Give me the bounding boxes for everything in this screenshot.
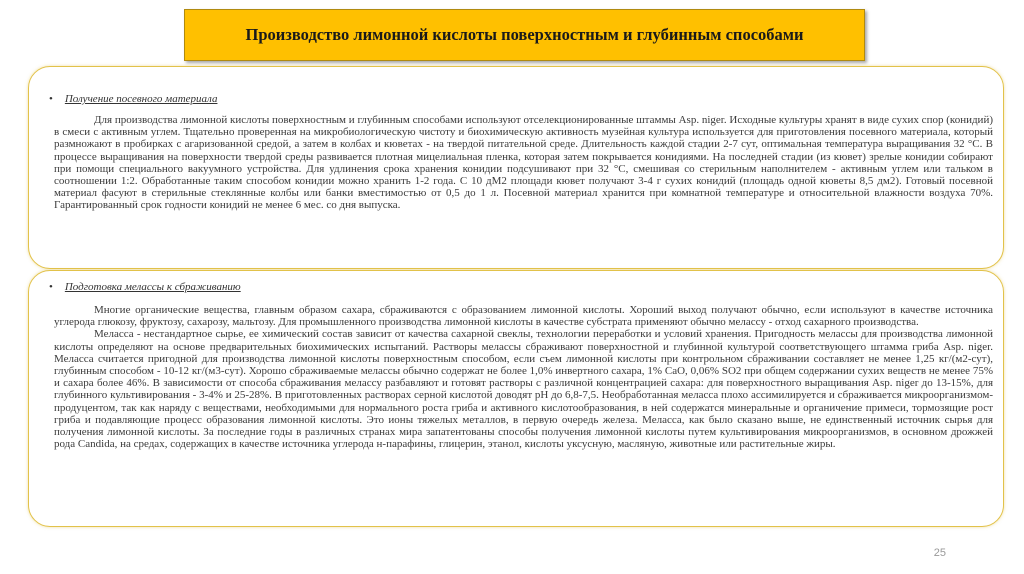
paragraph-molasses-1: Многие органические вещества, главным образом сахара, сбраживаются с образованием лимонной кислоты. Хороший выход получают обычно, если используют в качестве источника углерода глюкозу, фруктозу, сахарозу, мальтозу. Для промышленного производства лимонной кислоты в качестве субстрата применяют обычно мелассу - отход сахарного производства. [54, 304, 993, 329]
section-body-molasses [54, 304, 993, 450]
section-heading-seed-material: • Получение посевного материала [49, 93, 217, 105]
slide-title: Производство лимонной кислоты поверхностным и глубинным способами [245, 25, 804, 44]
title-banner [184, 9, 865, 61]
section-body-seed-material [54, 114, 993, 212]
paragraph-seed-material: Для производства лимонной кислоты поверхностным и глубинным способами используют отселекционированные штаммы Asp. niger. Исходные культуры хранят в виде сухих спор (конидий) в смеси с активным углем. Тщательно проверенная на микробиологическую чистоту и биохимическую активность музейная культура используется для приготовления посевного материала, который размножают в пробирках с агаризованной средой, а затем в колбах и кюветах - на твердой питательной среде. Длительность каждой стадии 2-7 сут, оптимальная температура выращивания 32 °С. В процессе выращивания на поверхности твердой среды развивается плотная мицелиальная пленка, которая затем покрывается конидиями. На последней стадии (из кювет) зрелые конидии собирают при помощи специального вакуумного устройства. Для удлинения срока хранения конидии подсушивают при 32 °С, смешивая со стерильным наполнителем - активным углем или тальком в соотношении 1:2. Обработанные таким способом конидии можно хранить 1-2 года. С 10 дМ2 площади кювет получают 3-4 г сухих конидий (площадь одной кюветы 8,5 дм2). Готовый посевной материал фасуют в стерильные стеклянные колбы или банки вместимостью от 0,5 до 1 л. Посевной материал хранится при комнатной температуре и относительной влажности воздуха 70%. Гарантированный срок годности конидий не менее 6 мес. со дня выпуска. [54, 114, 993, 212]
section-heading-molasses: • Подготовка мелассы к сбраживанию [49, 281, 241, 293]
paragraph-molasses-2: Меласса - нестандартное сырье, ее химический состав зависит от качества сахарной свеклы, технологии переработки и условий хранения. Пригодность мелассы для производства лимонной кислоты определяют на основе предварительных биохимических испытаний. Растворы мелассы сбраживают поверхностной и глубинной культурой соответствующего штамма гриба Asp. niger. Меласса считается пригодной для производства лимонной кислоты поверхностным способом, если съем лимонной кислоты при контрольном сбраживании составляет не менее 1,25 кг/(м2-сут), глубинным способом - 10-12 кг/(м3-сут). Хорошо сбраживаемые мелассы обычно содержат не более 1,0% инвертного сахара, 1% СаО, 0,06% SO2 при общем содержании сухих веществ не менее 75% и сахара более 46%. В зависимости от способа сбраживания мелассу разбавляют и готовят растворы с различной концентрацией сахара: для поверхностного выращивания Asp. niger до 13-15%, для глубинного культивирования - 3-4% и 25-28%. В приготовленных растворах серной кислотой доводят рН до 6,8-7,5. Необработанная меласса плохо ассимилируется и сбраживается микроорганизмом-продуцентом, так как наряду с веществами, необходимыми для нормального роста гриба и активного кислотообразования, в ней содержатся минеральные и органичение примеси, тормозящие рост гриба и подавляющие процесс образования лимонной кислоты. Это ионы тяжелых металлов, в первую очередь железа. Меласса, как было сказано выше, не единственный источник сырья для получения лимонной кислоты. За последние годы в различных странах мира запатентованы способы получения лимонной кислоты путем культивирования микроорганизмов, в основном дрожжей рода Candida, на средах, содержащих в качестве источника углерода н-парафины, глицерин, этанол, кислоты уксусную, масляную, животные или растительные жиры. [54, 328, 993, 451]
page-number: 25 [933, 547, 946, 559]
